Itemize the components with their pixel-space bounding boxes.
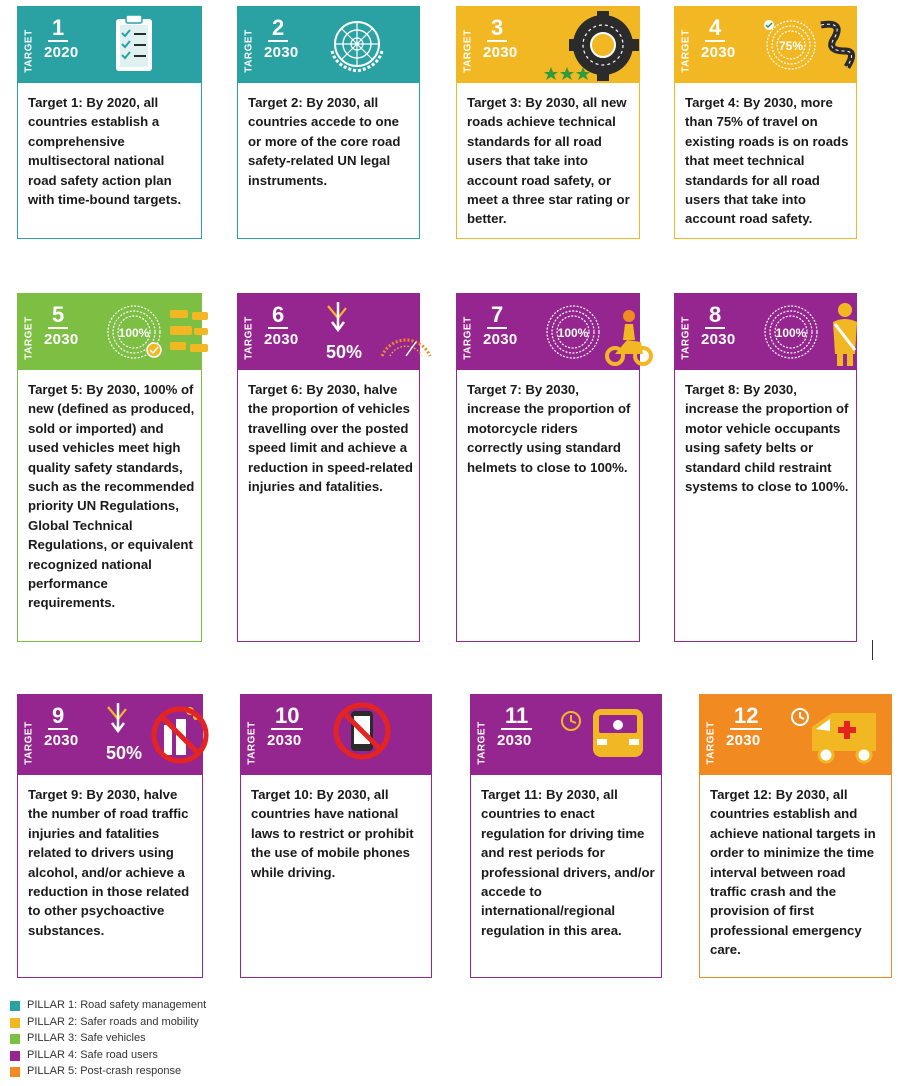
target-card-11 [470, 694, 662, 978]
target-label-text: TARGET [680, 29, 692, 73]
target-label [681, 312, 691, 364]
target-label [463, 25, 473, 77]
target-description: Target 9: By 2030, halve the number of road traffic injuries and fatalities related to drivers using alcohol, and/or achieve a reduction in those related to other psychoactive substances. [28, 787, 190, 938]
legend-swatch [10, 1001, 20, 1011]
clipboard-checklist-icon [104, 11, 164, 82]
legend-label: PILLAR 5: Post-crash response [27, 1065, 182, 1077]
ambulance-clock-icon [786, 699, 886, 776]
svg-text:50%: 50% [326, 342, 363, 362]
target-year: 2030 [267, 732, 302, 749]
target-description: Target 7: By 2030, increase the proportion of motorcycle riders correctly using standard helmets to close to 100%. [467, 382, 631, 475]
target-number: 7 [487, 304, 507, 329]
target-number: 8 [705, 304, 725, 329]
target-year: 2030 [483, 44, 518, 61]
target-number: 10 [271, 705, 303, 730]
target-description: Target 12: By 2030, all countries establish and achieve national targets in order to minimize the time interval between road traffic crash and the provision of first professional emergency care. [710, 787, 876, 958]
target-number: 1 [48, 17, 68, 42]
target-card-7 [456, 293, 640, 642]
target-card-5 [17, 293, 202, 642]
legend-label: PILLAR 3: Safe vehicles [27, 1032, 146, 1044]
target-label [477, 717, 487, 769]
target-year: 2030 [44, 331, 79, 348]
svg-text:50%: 50% [106, 743, 143, 763]
motorcycle-helmet-icon [543, 298, 653, 375]
target-label-text: TARGET [246, 721, 258, 765]
svg-text:100%: 100% [557, 326, 589, 340]
target-number: 6 [268, 304, 288, 329]
target-year: 2030 [726, 732, 761, 749]
target-number: 5 [48, 304, 68, 329]
target-label [244, 312, 254, 364]
target-header [18, 294, 201, 370]
target-description: Target 11: By 2030, all countries to enact regulation for driving time and rest periods for professional drivers, and/or accede to international/regional regulation in this area. [481, 787, 655, 938]
target-year: 2030 [264, 331, 299, 348]
target-year: 2030 [701, 331, 736, 348]
target-header [700, 695, 891, 775]
target-description: Target 4: By 2030, more than 75% of travel on existing roads is on roads that meet technical standards for all road users that take into account road safety. [685, 95, 849, 227]
target-description: Target 8: By 2030, increase the proportion of motor vehicle occupants using safety belts or standard child restraint systems to close to 100%. [685, 382, 849, 495]
target-number: 3 [487, 17, 507, 42]
target-year: 2030 [44, 732, 79, 749]
75-percent-road-icon [761, 11, 857, 88]
target-description: Target 1: By 2020, all countries establish a comprehensive multisectoral national road safety action plan with time-bound targets. [28, 95, 182, 208]
target-card-10 [240, 694, 432, 978]
target-label-text: TARGET [476, 721, 488, 765]
target-label [463, 312, 473, 364]
target-card-4 [674, 6, 857, 239]
target-card-9 [17, 694, 203, 978]
target-label [681, 25, 691, 77]
target-header [675, 294, 856, 370]
pillar-legend [10, 1000, 310, 1084]
legend-label: PILLAR 4: Safe road users [27, 1048, 158, 1061]
target-label [24, 312, 34, 364]
target-header [471, 695, 661, 775]
target-card-6 [237, 293, 420, 642]
target-header [18, 695, 202, 775]
legend-label: PILLAR 1: Road safety management [27, 999, 207, 1011]
legend-swatch [10, 1051, 20, 1061]
target-header [675, 7, 856, 83]
target-label-text: TARGET [243, 29, 255, 73]
target-number: 2 [268, 17, 288, 42]
svg-text:75%: 75% [778, 39, 804, 53]
target-header [238, 7, 419, 83]
target-year: 2030 [264, 44, 299, 61]
target-header [241, 695, 431, 775]
target-label-text: TARGET [462, 316, 474, 360]
target-label [244, 25, 254, 77]
no-alcohol-icon [104, 699, 214, 776]
legend-label: PILLAR 2: Safer roads and mobility [27, 1015, 199, 1028]
target-header [18, 7, 201, 83]
target-card-1 [17, 6, 202, 239]
target-description: Target 10: By 2030, all countries have national laws to restrict or prohibit the use of mobile phones while driving. [251, 787, 414, 880]
target-label-text: TARGET [243, 316, 255, 360]
target-description: Target 2: By 2030, all countries accede to one or more of the core road safety-related UN legal instruments. [248, 95, 401, 188]
legend-swatch [10, 1067, 20, 1077]
seatbelt-icon [761, 298, 871, 375]
target-label-text: TARGET [23, 29, 35, 73]
target-description: Target 3: By 2030, all new roads achieve technical standards for all road users that take into account road safety, or meet a three star rating or better. [467, 95, 630, 227]
target-header [457, 294, 639, 370]
target-label-text: TARGET [680, 316, 692, 360]
target-year: 2030 [701, 44, 736, 61]
roundabout-three-stars-icon [543, 11, 639, 88]
svg-text:100%: 100% [118, 326, 150, 340]
target-label-text: TARGET [705, 721, 717, 765]
target-year: 2030 [483, 331, 518, 348]
target-card-3 [456, 6, 640, 239]
target-number: 11 [501, 705, 532, 730]
target-label-text: TARGET [462, 29, 474, 73]
legend-swatch [10, 1018, 20, 1028]
target-label [24, 717, 34, 769]
target-label [247, 717, 257, 769]
target-year: 2030 [497, 732, 532, 749]
100-percent-vehicles-icon [104, 298, 214, 375]
target-description: Target 5: By 2030, 100% of new (defined as produced, sold or imported) and used vehicles meet high quality safety standards, such as the recommended priority UN Regulations, Global Technical Regulations, or equivalent recognized national performance requirements. [28, 382, 195, 611]
target-label-text: TARGET [23, 721, 35, 765]
truck-clock-icon [557, 699, 657, 776]
legend-swatch [10, 1034, 20, 1044]
target-number: 12 [730, 705, 762, 730]
no-mobile-phone-icon [327, 699, 397, 776]
target-number: 9 [48, 705, 68, 730]
un-emblem-icon [324, 11, 390, 82]
target-year: 2020 [44, 44, 79, 61]
target-header [238, 294, 419, 370]
target-card-12 [699, 694, 892, 978]
target-card-8 [674, 293, 857, 642]
speedometer-down-arrow-icon [324, 298, 434, 375]
text-cursor [872, 640, 873, 660]
target-description: Target 6: By 2030, halve the proportion of vehicles travelling over the posted speed limit and achieve a reduction in speed-related injuries and fatalities. [248, 382, 413, 495]
target-number: 4 [705, 17, 725, 42]
target-label [24, 25, 34, 77]
target-label [706, 717, 716, 769]
target-header [457, 7, 639, 83]
target-label-text: TARGET [23, 316, 35, 360]
svg-text:100%: 100% [775, 326, 807, 340]
target-card-2 [237, 6, 420, 239]
